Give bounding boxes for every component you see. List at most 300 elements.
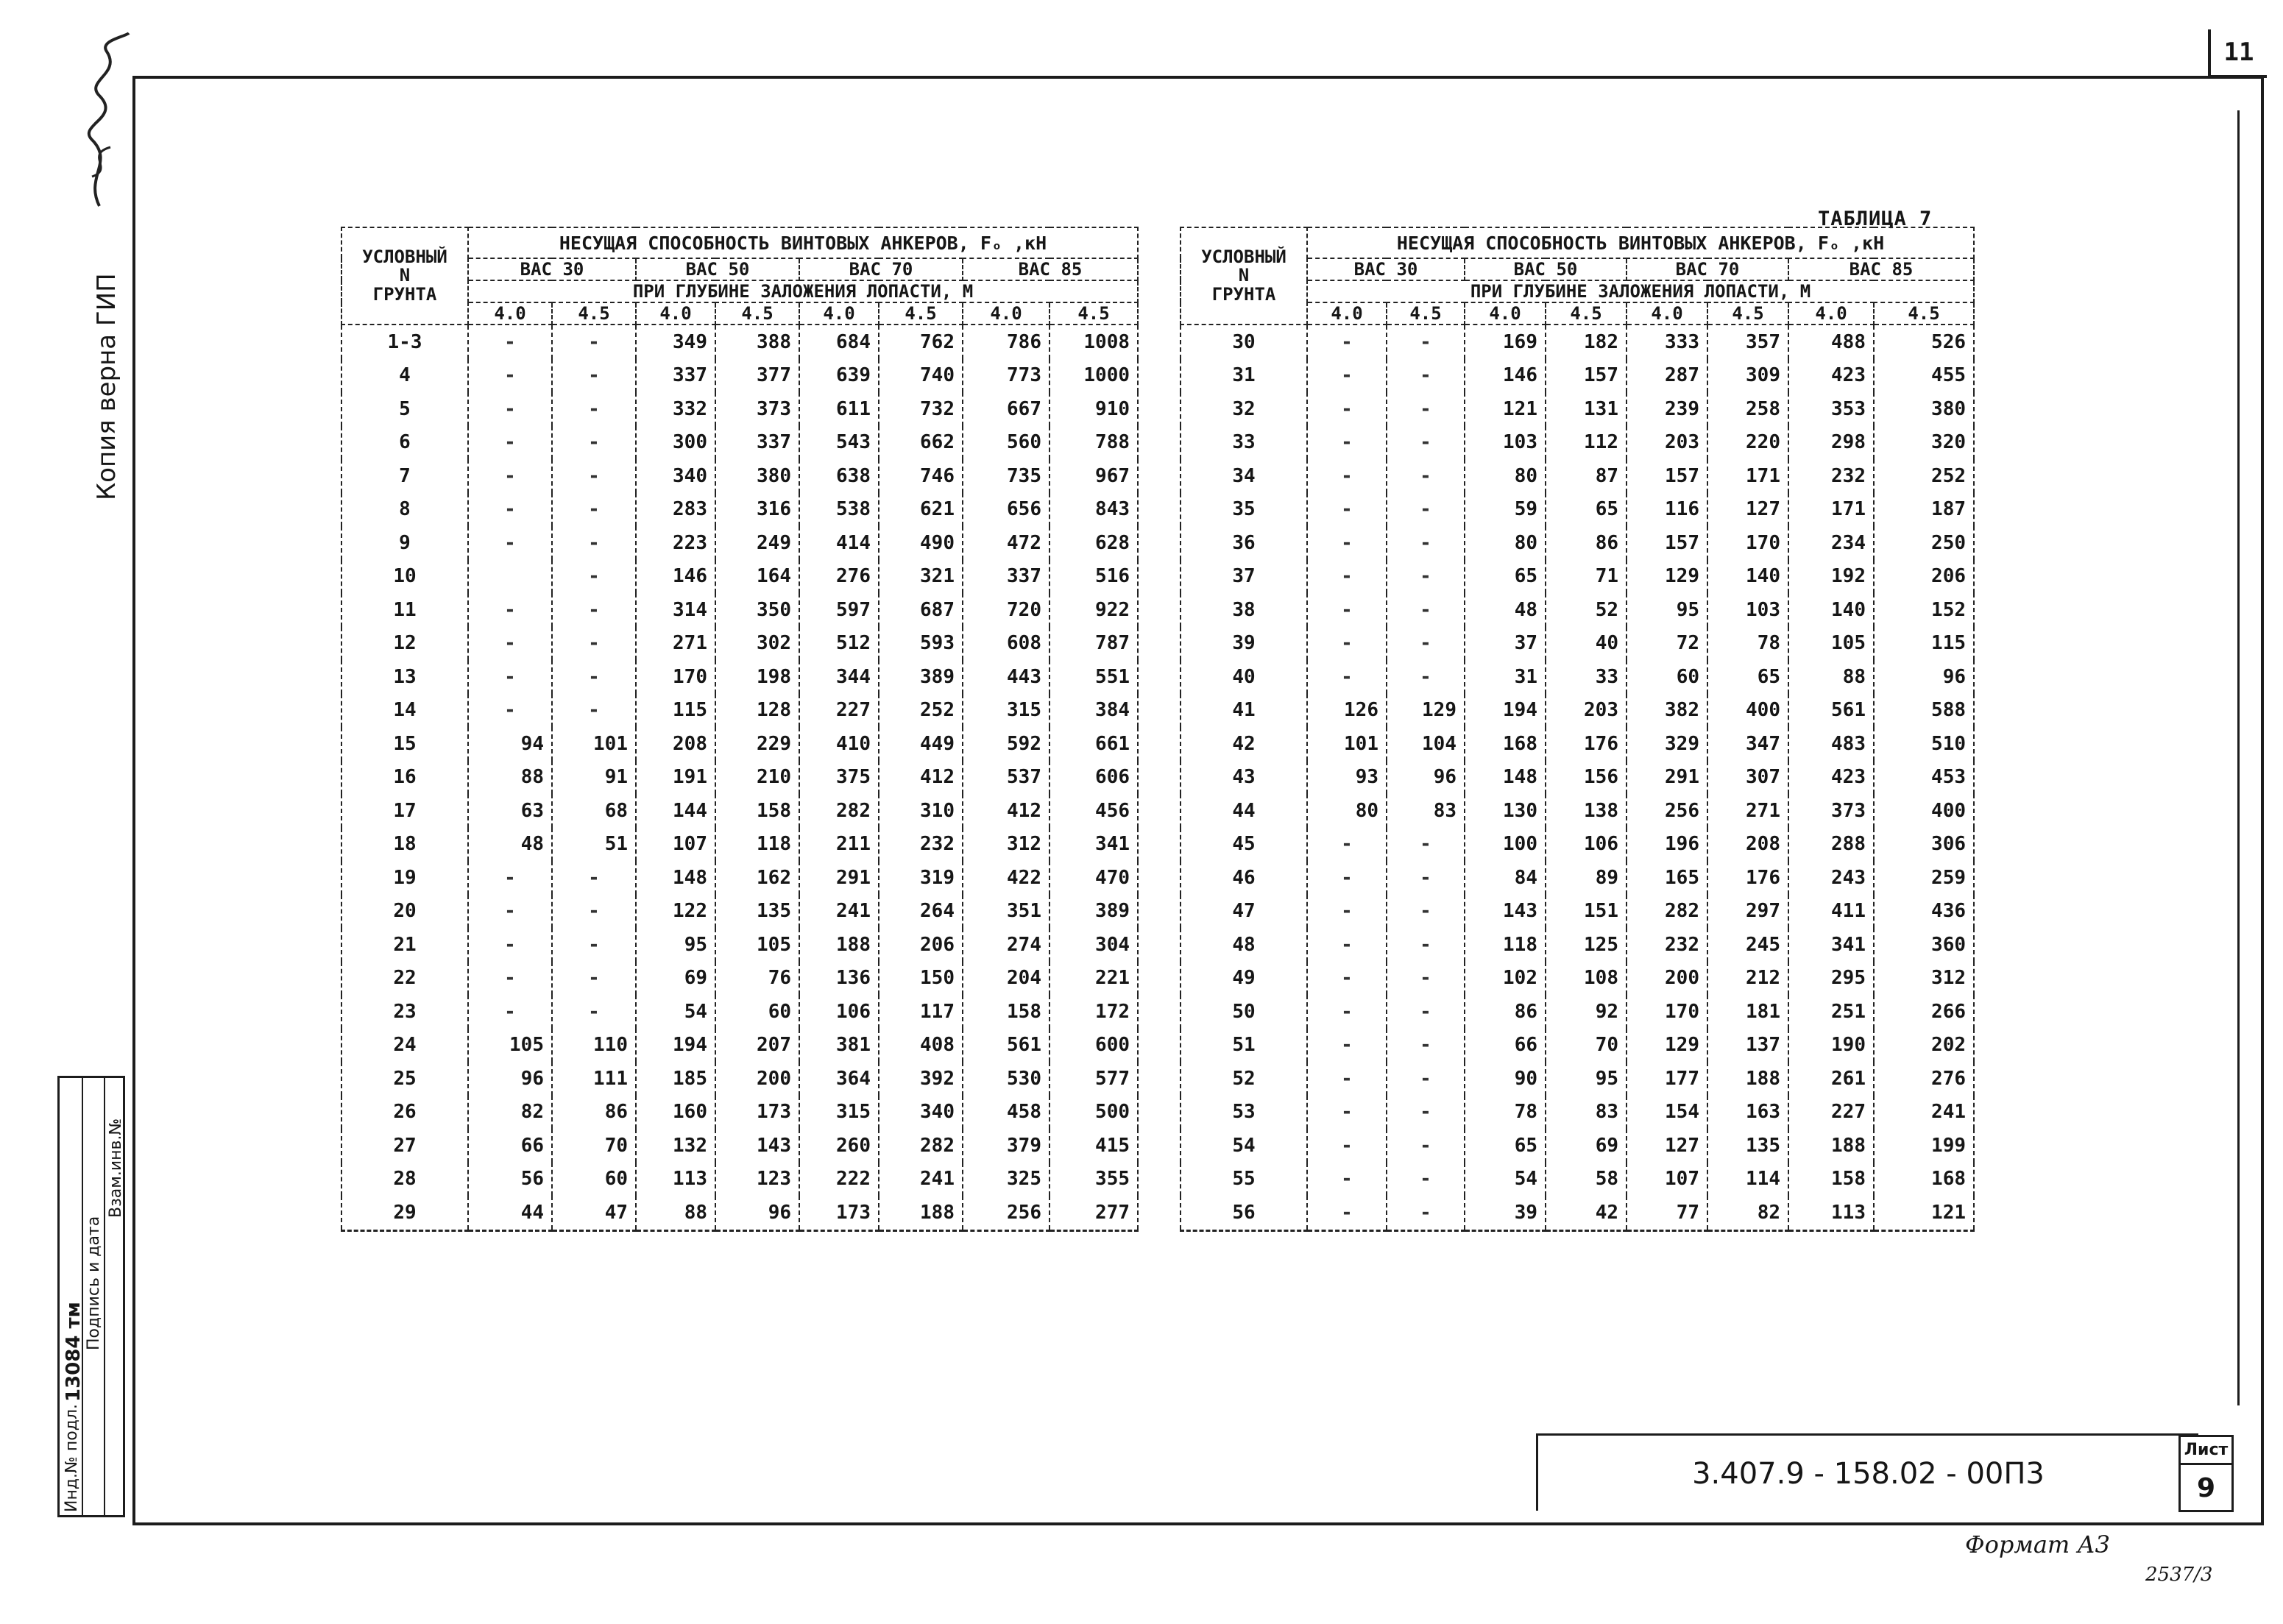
capacity-cell: 65 — [1546, 493, 1627, 527]
capacity-cell: 593 — [879, 627, 963, 661]
table-row — [341, 660, 1138, 694]
capacity-cell: - — [1387, 627, 1465, 661]
capacity-cell: 350 — [715, 593, 799, 627]
capacity-cell: 512 — [799, 627, 879, 661]
depth-value: 4.0 — [1465, 302, 1546, 325]
capacity-cell: 249 — [715, 526, 799, 560]
capacity-cell: 83 — [1387, 794, 1465, 828]
capacity-cell: 321 — [879, 560, 963, 594]
capacity-cell: - — [552, 359, 636, 393]
copy-certified-stamp: Копия верна ГИП — [92, 273, 121, 500]
capacity-cell: 283 — [636, 493, 715, 527]
capacity-cell: 152 — [1874, 593, 1974, 627]
capacity-cell: 198 — [715, 660, 799, 694]
sheet-label: Лист — [2181, 1437, 2231, 1465]
cond-label-line2: N — [1238, 265, 1250, 286]
capacity-cell: 204 — [963, 962, 1050, 996]
table-header-title: НЕСУЩАЯ СПОСОБНОСТЬ ВИНТОВЫХ АНКЕРОВ, Fₒ ,кН — [1307, 227, 1974, 258]
capacity-cell: 108 — [1546, 962, 1627, 996]
soil-number-cell: 38 — [1181, 593, 1307, 627]
capacity-cell: - — [1307, 493, 1387, 527]
capacity-cell: - — [552, 895, 636, 929]
soil-number-cell: 50 — [1181, 995, 1307, 1029]
table-row — [1181, 727, 1974, 761]
capacity-cell: 456 — [1050, 794, 1138, 828]
capacity-cell: 353 — [1788, 392, 1874, 426]
capacity-cell: 1000 — [1050, 359, 1138, 393]
capacity-cell: 483 — [1788, 727, 1874, 761]
capacity-cell: 304 — [1050, 928, 1138, 962]
table-row — [1181, 761, 1974, 795]
table-row — [341, 325, 1138, 359]
capacity-cell: 274 — [963, 928, 1050, 962]
capacity-cell: 379 — [963, 1129, 1050, 1163]
capacity-cell: 56 — [468, 1163, 552, 1196]
capacity-cell: 96 — [1387, 761, 1465, 795]
table-row — [1181, 1129, 1974, 1163]
capacity-cell: 76 — [715, 962, 799, 996]
capacity-cell: 154 — [1627, 1096, 1707, 1130]
soil-number-cell: 17 — [341, 794, 468, 828]
capacity-cell: 80 — [1307, 794, 1387, 828]
capacity-cell: 80 — [1465, 459, 1546, 493]
capacity-cell: - — [1387, 426, 1465, 460]
capacity-cell: 181 — [1707, 995, 1788, 1029]
capacity-cell: - — [1307, 526, 1387, 560]
soil-number-cell: 5 — [341, 392, 468, 426]
capacity-cell: 102 — [1465, 962, 1546, 996]
capacity-cell: 48 — [1465, 593, 1546, 627]
capacity-cell: 291 — [1627, 761, 1707, 795]
capacity-cell: - — [552, 426, 636, 460]
capacity-cell: 60 — [552, 1163, 636, 1196]
capacity-cell: - — [468, 392, 552, 426]
capacity-cell: 105 — [715, 928, 799, 962]
table-row — [341, 1196, 1138, 1230]
capacity-cell: 87 — [1546, 459, 1627, 493]
capacity-cell: 200 — [1627, 962, 1707, 996]
capacity-cell: 203 — [1546, 694, 1627, 728]
capacity-cell: 122 — [636, 895, 715, 929]
table-row — [341, 526, 1138, 560]
capacity-cell: 113 — [636, 1163, 715, 1196]
capacity-cell: 170 — [1627, 995, 1707, 1029]
capacity-cell: - — [1387, 861, 1465, 895]
capacity-cell: 129 — [1387, 694, 1465, 728]
capacity-cell: 639 — [799, 359, 879, 393]
sheet-number: 9 — [2196, 1473, 2216, 1503]
capacity-cell: 135 — [715, 895, 799, 929]
capacity-cell: 72 — [1627, 627, 1707, 661]
capacity-cell: 762 — [879, 325, 963, 359]
capacity-cell: 309 — [1707, 359, 1788, 393]
soil-number-cell: 20 — [341, 895, 468, 929]
table-row — [1181, 895, 1974, 929]
capacity-cell: - — [1307, 995, 1387, 1029]
capacity-cell: 191 — [636, 761, 715, 795]
capacity-cell: 90 — [1465, 1062, 1546, 1096]
capacity-cell: 597 — [799, 593, 879, 627]
table-row — [341, 727, 1138, 761]
capacity-cell: 206 — [879, 928, 963, 962]
capacity-cell: 282 — [1627, 895, 1707, 929]
capacity-cell: 162 — [715, 861, 799, 895]
capacity-cell: 107 — [636, 828, 715, 862]
soil-number-cell: 19 — [341, 861, 468, 895]
capacity-cell: - — [1387, 1096, 1465, 1130]
capacity-cell: 58 — [1546, 1163, 1627, 1196]
soil-number-cell: 15 — [341, 727, 468, 761]
capacity-cell: - — [552, 995, 636, 1029]
archive-number: 2537/3 — [2145, 1564, 2213, 1586]
capacity-cell: 543 — [799, 426, 879, 460]
capacity-cell: 288 — [1788, 828, 1874, 862]
soil-number-cell: 41 — [1181, 694, 1307, 728]
capacity-cell: 400 — [1874, 794, 1974, 828]
capacity-cell: 188 — [799, 928, 879, 962]
capacity-cell: 656 — [963, 493, 1050, 527]
capacity-cell: 740 — [879, 359, 963, 393]
capacity-cell: 51 — [552, 828, 636, 862]
soil-number-cell: 51 — [1181, 1029, 1307, 1063]
capacity-cell: 182 — [1546, 325, 1627, 359]
capacity-cell: 271 — [636, 627, 715, 661]
table-row — [341, 861, 1138, 895]
cond-label-line3: ГРУНТА — [1211, 283, 1276, 305]
capacity-cell: 337 — [963, 560, 1050, 594]
capacity-cell: - — [1307, 560, 1387, 594]
capacity-cell: 470 — [1050, 861, 1138, 895]
table-body — [1181, 325, 1974, 1230]
capacity-cell: 136 — [799, 962, 879, 996]
capacity-cell: 621 — [879, 493, 963, 527]
capacity-cell: - — [468, 660, 552, 694]
capacity-cell: 60 — [715, 995, 799, 1029]
capacity-cell: 227 — [1788, 1096, 1874, 1130]
capacity-cell: 423 — [1788, 761, 1874, 795]
capacity-cell: - — [552, 660, 636, 694]
soil-number-cell: 39 — [1181, 627, 1307, 661]
capacity-cell: 436 — [1874, 895, 1974, 929]
capacity-cell: - — [1307, 962, 1387, 996]
capacity-cell: 449 — [879, 727, 963, 761]
table-row — [341, 895, 1138, 929]
capacity-cell: 105 — [468, 1029, 552, 1063]
capacity-cell: 40 — [1546, 627, 1627, 661]
capacity-cell: 69 — [636, 962, 715, 996]
capacity-cell: 732 — [879, 392, 963, 426]
capacity-cell: 208 — [1707, 828, 1788, 862]
capacity-cell: 131 — [1546, 392, 1627, 426]
anchor-header: ВАС 30 — [1307, 258, 1465, 280]
capacity-cell: 96 — [468, 1062, 552, 1096]
soil-number-cell: 18 — [341, 828, 468, 862]
table-row — [1181, 1196, 1974, 1230]
soil-number-cell: 52 — [1181, 1062, 1307, 1096]
capacity-cell: 606 — [1050, 761, 1138, 795]
capacity-cell: 222 — [799, 1163, 879, 1196]
capacity-cell: 414 — [799, 526, 879, 560]
capacity-cell: 245 — [1707, 928, 1788, 962]
capacity-cell: 500 — [1050, 1096, 1138, 1130]
depth-value: 4.5 — [1707, 302, 1788, 325]
capacity-cell: - — [1307, 426, 1387, 460]
capacity-cell: 77 — [1627, 1196, 1707, 1230]
capacity-cell: 157 — [1546, 359, 1627, 393]
capacity-cell: 410 — [799, 727, 879, 761]
depth-value: 4.5 — [1050, 302, 1138, 325]
soil-number-cell: 54 — [1181, 1129, 1307, 1163]
capacity-cell: 349 — [636, 325, 715, 359]
capacity-cell: 551 — [1050, 660, 1138, 694]
soil-number-cell: 56 — [1181, 1196, 1307, 1230]
capacity-cell: 320 — [1874, 426, 1974, 460]
soil-number-cell: 14 — [341, 694, 468, 728]
capacity-cell: 138 — [1546, 794, 1627, 828]
capacity-cell: 341 — [1788, 928, 1874, 962]
capacity-cell: 156 — [1546, 761, 1627, 795]
table-row — [1181, 593, 1974, 627]
capacity-cell: 453 — [1874, 761, 1974, 795]
capacity-cell: 241 — [1874, 1096, 1974, 1130]
capacity-cell: - — [552, 593, 636, 627]
capacity-cell: 66 — [468, 1129, 552, 1163]
capacity-cell: 95 — [1627, 593, 1707, 627]
capacity-cell: 54 — [1465, 1163, 1546, 1196]
soil-number-cell: 21 — [341, 928, 468, 962]
capacity-cell: - — [552, 627, 636, 661]
capacity-cell: - — [1387, 493, 1465, 527]
capacity-cell: 126 — [1307, 694, 1387, 728]
capacity-cell: - — [468, 627, 552, 661]
capacity-cell: 112 — [1546, 426, 1627, 460]
soil-number-cell: 28 — [341, 1163, 468, 1196]
capacity-cell: 843 — [1050, 493, 1138, 527]
capacity-cell: 111 — [552, 1062, 636, 1096]
capacity-cell: 276 — [1874, 1062, 1974, 1096]
depth-value: 4.0 — [963, 302, 1050, 325]
soil-number-cell: 4 — [341, 359, 468, 393]
soil-number-cell: 29 — [341, 1196, 468, 1230]
capacity-cell: 488 — [1788, 325, 1874, 359]
depth-value: 4.5 — [552, 302, 636, 325]
table-row — [341, 493, 1138, 527]
capacity-cell: 91 — [552, 761, 636, 795]
capacity-cell: 176 — [1707, 861, 1788, 895]
table-row — [1181, 392, 1974, 426]
capacity-cell: 190 — [1788, 1029, 1874, 1063]
depth-value: 4.5 — [715, 302, 799, 325]
capacity-cell: 360 — [1874, 928, 1974, 962]
depth-value: 4.0 — [636, 302, 715, 325]
table-body — [341, 325, 1138, 1230]
capacity-cell: 264 — [879, 895, 963, 929]
capacity-cell: 232 — [879, 828, 963, 862]
capacity-cell: 315 — [963, 694, 1050, 728]
capacity-cell: - — [552, 459, 636, 493]
capacity-cell: - — [1307, 861, 1387, 895]
capacity-cell: 490 — [879, 526, 963, 560]
capacity-cell: 560 — [963, 426, 1050, 460]
capacity-cell: 298 — [1788, 426, 1874, 460]
capacity-cell: 967 — [1050, 459, 1138, 493]
capacity-cell: - — [1307, 325, 1387, 359]
soil-number-cell: 48 — [1181, 928, 1307, 962]
capacity-cell: 561 — [963, 1029, 1050, 1063]
capacity-cell: 96 — [715, 1196, 799, 1230]
capacity-cell: - — [468, 995, 552, 1029]
capacity-cell: 88 — [468, 761, 552, 795]
capacity-cell: 192 — [1788, 560, 1874, 594]
capacity-cell: 910 — [1050, 392, 1138, 426]
table-row — [341, 426, 1138, 460]
column-header-condition — [341, 227, 468, 325]
capacity-cell: 194 — [636, 1029, 715, 1063]
capacity-cell: - — [1387, 895, 1465, 929]
soil-number-cell: 24 — [341, 1029, 468, 1063]
table-header-title: НЕСУЩАЯ СПОСОБНОСТЬ ВИНТОВЫХ АНКЕРОВ, Fₒ ,кН — [468, 227, 1138, 258]
capacity-cell: 100 — [1465, 828, 1546, 862]
capacity-cell: - — [468, 694, 552, 728]
table-row — [1181, 962, 1974, 996]
capacity-cell: 168 — [1465, 727, 1546, 761]
capacity-cell: 746 — [879, 459, 963, 493]
soil-number-cell: 30 — [1181, 325, 1307, 359]
signature-image — [70, 29, 136, 213]
capacity-cell: 121 — [1874, 1196, 1974, 1230]
capacity-cell: - — [1387, 962, 1465, 996]
table-row — [341, 1163, 1138, 1196]
capacity-cell: 93 — [1307, 761, 1387, 795]
soil-number-cell: 26 — [341, 1096, 468, 1130]
capacity-cell: 530 — [963, 1062, 1050, 1096]
capacity-cell: - — [1307, 895, 1387, 929]
capacity-cell: 380 — [715, 459, 799, 493]
capacity-cell: 411 — [1788, 895, 1874, 929]
capacity-cell: 165 — [1627, 861, 1707, 895]
capacity-cell: 297 — [1707, 895, 1788, 929]
capacity-cell: 221 — [1050, 962, 1138, 996]
soil-number-cell: 10 — [341, 560, 468, 594]
capacity-cell: 39 — [1465, 1196, 1546, 1230]
capacity-cell: 70 — [552, 1129, 636, 1163]
soil-number-cell: 1-3 — [341, 325, 468, 359]
capacity-cell: 234 — [1788, 526, 1874, 560]
capacity-cell: 176 — [1546, 727, 1627, 761]
capacity-cell: 194 — [1465, 694, 1546, 728]
column-header-condition — [1181, 227, 1307, 325]
capacity-cell: 332 — [636, 392, 715, 426]
capacity-cell: 412 — [963, 794, 1050, 828]
capacity-cell: 135 — [1707, 1129, 1788, 1163]
capacity-cell: - — [1387, 560, 1465, 594]
capacity-cell: 208 — [636, 727, 715, 761]
table-row — [1181, 694, 1974, 728]
table-row — [341, 995, 1138, 1029]
anchor-header: ВАС 30 — [468, 258, 636, 280]
capacity-cell: 115 — [1874, 627, 1974, 661]
capacity-cell: 95 — [1546, 1062, 1627, 1096]
table-row — [341, 761, 1138, 795]
capacity-cell: 86 — [1546, 526, 1627, 560]
capacity-cell: 44 — [468, 1196, 552, 1230]
capacity-cell: - — [468, 426, 552, 460]
capacity-cell: 220 — [1707, 426, 1788, 460]
table-title: ТАБЛИЦА 7 — [1818, 208, 1933, 230]
depth-header: ПРИ ГЛУБИНЕ ЗАЛОЖЕНИЯ ЛОПАСТИ, М — [1307, 280, 1974, 302]
capacity-cell: 106 — [799, 995, 879, 1029]
capacity-cell: 392 — [879, 1062, 963, 1096]
capacity-cell: - — [1387, 995, 1465, 1029]
table-row — [1181, 560, 1974, 594]
capacity-cell: 212 — [1707, 962, 1788, 996]
capacity-cell: - — [1387, 593, 1465, 627]
capacity-cell: - — [1307, 1029, 1387, 1063]
capacity-cell: 203 — [1627, 426, 1707, 460]
capacity-cell: 132 — [636, 1129, 715, 1163]
soil-number-cell: 9 — [341, 526, 468, 560]
capacity-cell: 773 — [963, 359, 1050, 393]
capacity-cell: 37 — [1465, 627, 1546, 661]
soil-number-cell: 47 — [1181, 895, 1307, 929]
capacity-cell: 608 — [963, 627, 1050, 661]
depth-value: 4.0 — [1627, 302, 1707, 325]
capacity-cell: - — [468, 895, 552, 929]
capacity-cell: - — [552, 928, 636, 962]
capacity-cell: - — [1387, 392, 1465, 426]
capacity-cell: - — [1387, 928, 1465, 962]
capacity-cell: 295 — [1788, 962, 1874, 996]
capacity-cell: - — [468, 493, 552, 527]
depth-value: 4.5 — [879, 302, 963, 325]
capacity-cell: 256 — [963, 1196, 1050, 1230]
capacity-cell: 443 — [963, 660, 1050, 694]
table-row — [341, 392, 1138, 426]
cond-label-line3: ГРУНТА — [372, 283, 437, 305]
table-row — [1181, 828, 1974, 862]
capacity-cell: 786 — [963, 325, 1050, 359]
stamp-column-1 — [60, 1078, 83, 1515]
capacity-cell: 472 — [963, 526, 1050, 560]
capacity-cell: 94 — [468, 727, 552, 761]
capacity-cell: 188 — [879, 1196, 963, 1230]
capacity-cell: 84 — [1465, 861, 1546, 895]
capacity-cell: 337 — [715, 426, 799, 460]
soil-number-cell: 27 — [341, 1129, 468, 1163]
capacity-cell: 206 — [1874, 560, 1974, 594]
capacity-cell: - — [1307, 1096, 1387, 1130]
capacity-cell: 389 — [1050, 895, 1138, 929]
table-row — [1181, 660, 1974, 694]
capacity-cell: 259 — [1874, 861, 1974, 895]
capacity-cell: 78 — [1465, 1096, 1546, 1130]
capacity-cell: 128 — [715, 694, 799, 728]
table-row — [1181, 325, 1974, 359]
capacity-cell: 307 — [1707, 761, 1788, 795]
capacity-cell: 121 — [1465, 392, 1546, 426]
capacity-cell: 400 — [1707, 694, 1788, 728]
capacity-cell: 125 — [1546, 928, 1627, 962]
capacity-cell: 130 — [1465, 794, 1546, 828]
capacity-cell: 260 — [799, 1129, 879, 1163]
capacity-cell: 277 — [1050, 1196, 1138, 1230]
table-row — [341, 1096, 1138, 1130]
table-row — [341, 694, 1138, 728]
capacity-cell: 381 — [799, 1029, 879, 1063]
capacity-cell: - — [1307, 928, 1387, 962]
capacity-cell: 164 — [715, 560, 799, 594]
capacity-cell: 187 — [1874, 493, 1974, 527]
